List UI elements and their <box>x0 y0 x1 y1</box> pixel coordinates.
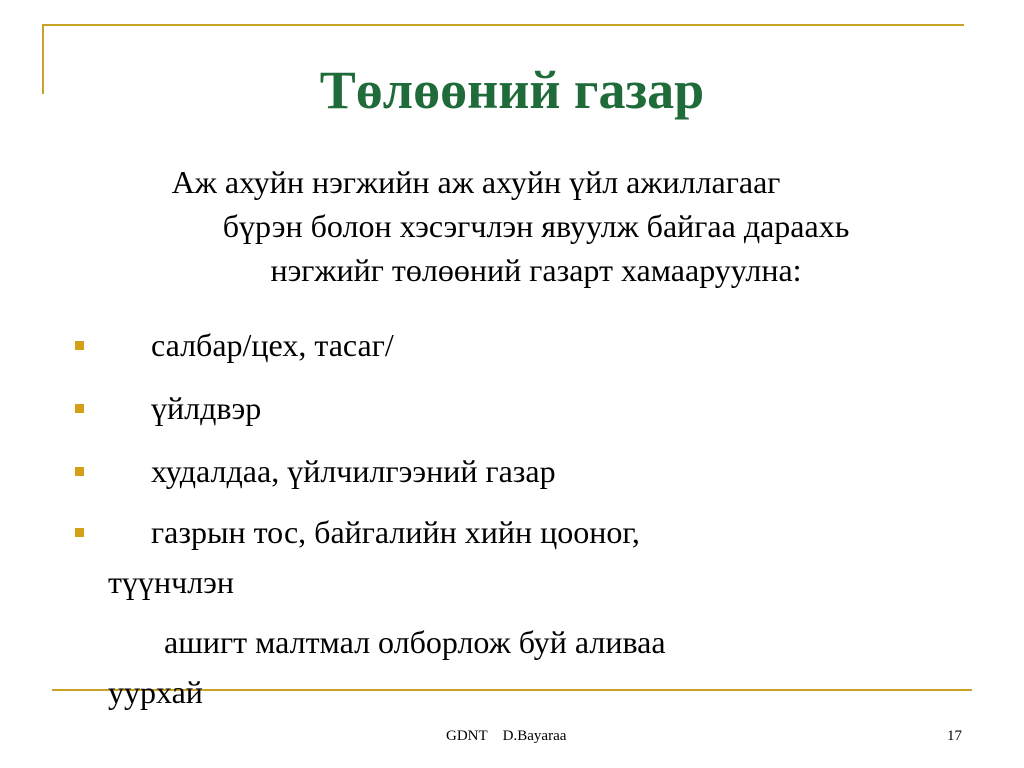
bullet-marker <box>75 404 84 413</box>
footer-credit <box>446 727 566 745</box>
bullet-marker <box>75 467 84 476</box>
intro-line: нэгжийг төлөөний газарт хамааруулна: <box>270 252 802 288</box>
bullet-continuation: ашигт малтмал олборлож буй аливаа <box>164 624 666 660</box>
bullet-item: үйлдвэр <box>151 390 262 426</box>
slide-title: Төлөөний газар <box>319 60 705 120</box>
footer-author: D.Bayaraa <box>502 728 567 744</box>
bullet-continuation: түүнчлэн <box>108 564 235 600</box>
footer-org: GDNT <box>446 728 488 744</box>
slide-number: 17 <box>947 728 962 744</box>
intro-line: Аж ахуйн нэгжийн аж ахуйн үйл ажиллагааг <box>171 164 781 200</box>
bullet-item: салбар/цех, тасаг/ <box>151 327 394 363</box>
bullet-continuation: уурхай <box>108 674 203 710</box>
bullet-marker <box>75 341 84 350</box>
bullet-item: газрын тос, байгалийн хийн цооног, <box>151 514 640 550</box>
bullet-marker <box>75 528 84 537</box>
bullet-item: худалдаа, үйлчилгээний газар <box>151 453 556 489</box>
intro-line: бүрэн болон хэсэгчлэн явуулж байгаа дараахь <box>222 208 850 244</box>
